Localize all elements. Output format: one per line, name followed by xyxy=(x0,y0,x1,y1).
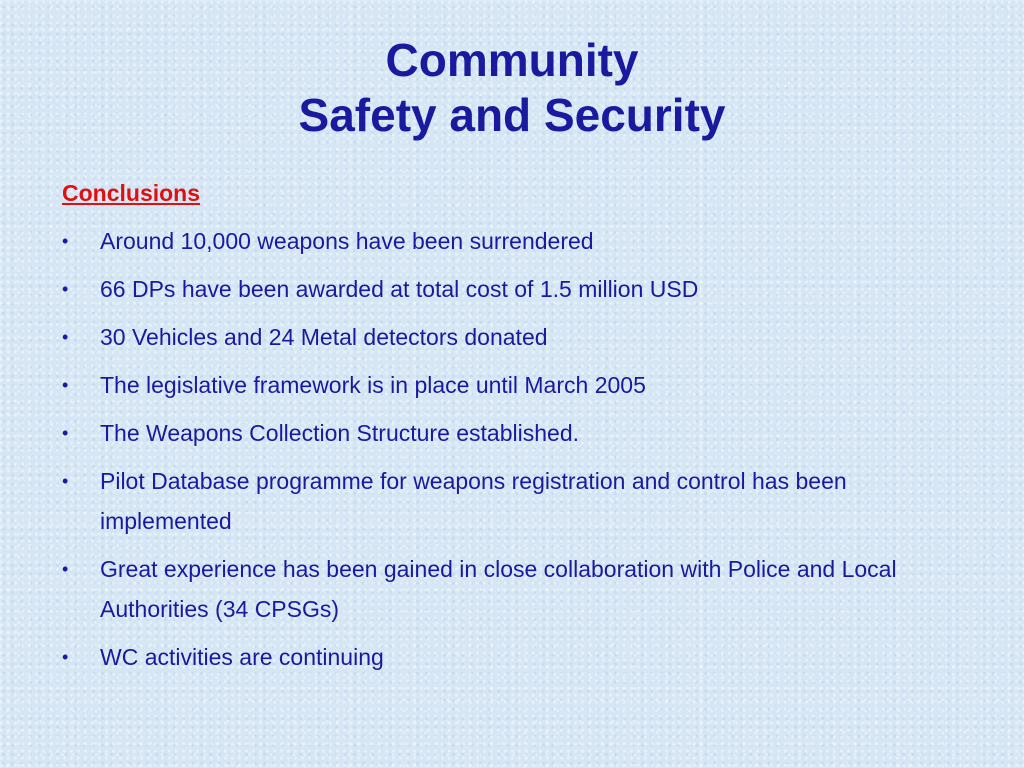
bullet-text: WC activities are continuing xyxy=(100,644,384,670)
bullet-item xyxy=(62,461,972,541)
bullet-icon: • xyxy=(62,231,69,251)
bullet-text: 66 DPs have been awarded at total cost of 1.5 million USD xyxy=(100,276,699,302)
title-line-1: Community xyxy=(385,34,639,86)
bullet-item xyxy=(62,269,972,309)
bullet-icon: • xyxy=(62,423,69,443)
bullet-text: Pilot Database programme for weapons registration and control has been implemented xyxy=(100,468,847,534)
bullet-text: 30 Vehicles and 24 Metal detectors donated xyxy=(100,324,548,350)
slide-title xyxy=(0,33,1024,143)
bullet-text: The legislative framework is in place until March 2005 xyxy=(100,372,646,398)
bullet-icon: • xyxy=(62,647,69,667)
bullet-item xyxy=(62,413,972,453)
bullet-icon: • xyxy=(62,559,69,579)
bullet-text: The Weapons Collection Structure established. xyxy=(100,420,580,446)
bullet-text: Around 10,000 weapons have been surrendered xyxy=(100,228,594,254)
bullet-item xyxy=(62,637,972,677)
bullet-item xyxy=(62,317,972,357)
section-heading-conclusions: Conclusions xyxy=(62,180,201,206)
bullet-icon: • xyxy=(62,327,69,347)
bullet-icon: • xyxy=(62,279,69,299)
bullet-icon: • xyxy=(62,471,69,491)
bullet-item xyxy=(62,549,972,629)
bullet-item xyxy=(62,365,972,405)
title-line-2: Safety and Security xyxy=(298,89,726,141)
bullet-item xyxy=(62,221,972,261)
bullet-list xyxy=(62,221,972,685)
bullet-icon: • xyxy=(62,375,69,395)
bullet-text: Great experience has been gained in close collaboration with Police and Local Authorities (34 CPSGs) xyxy=(100,556,897,622)
